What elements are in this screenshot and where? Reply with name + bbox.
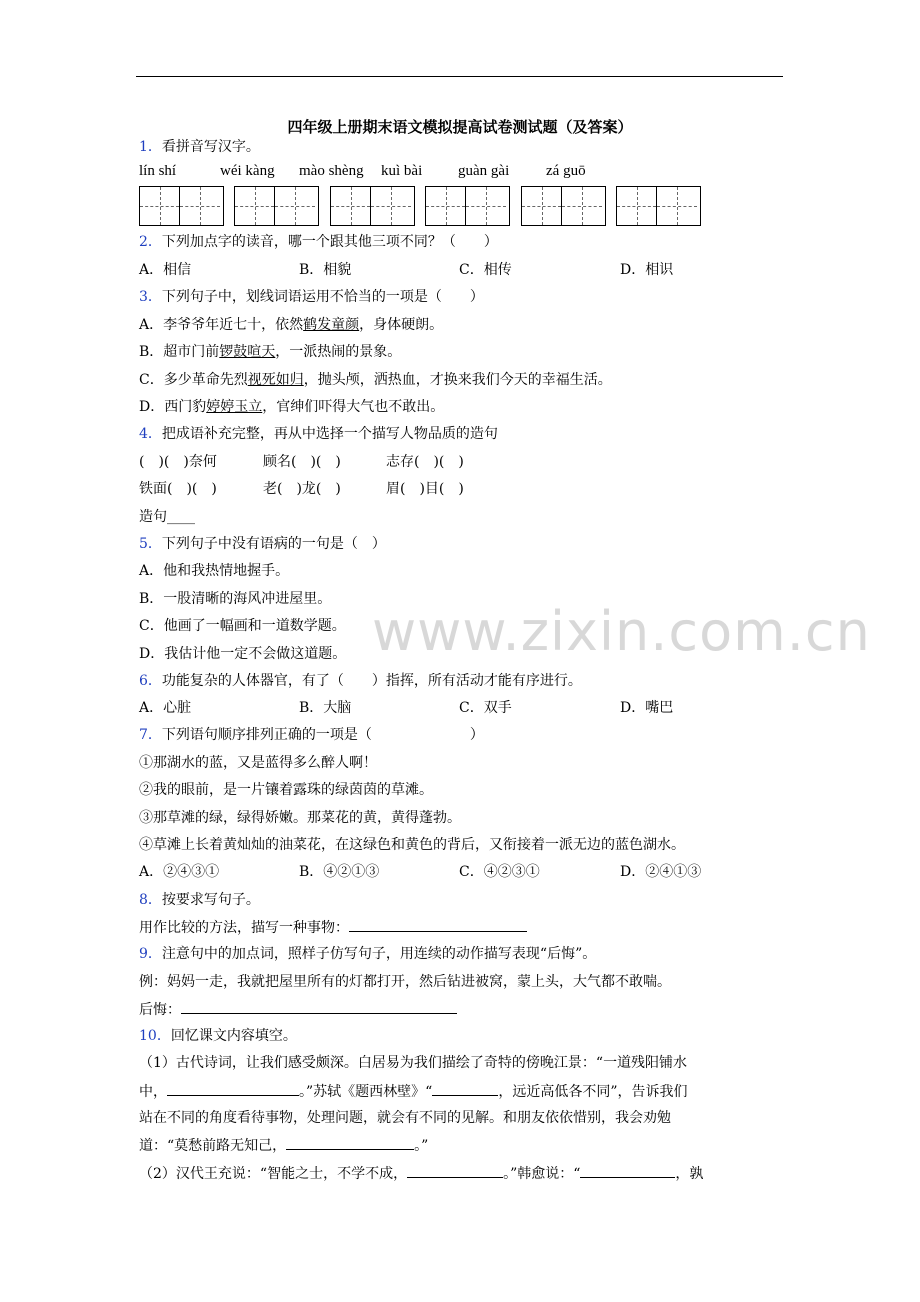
idiom-blank[interactable]: 顾名( )( ) — [263, 454, 341, 470]
question-text: 下列加点字的读音，哪一个跟其他三项不同？（ ） — [161, 234, 498, 250]
option-a[interactable]: A．相信 — [139, 262, 192, 278]
question-4 — [139, 424, 498, 444]
underlined-phrase: 锣鼓喧天 — [219, 344, 276, 360]
question-7 — [139, 725, 484, 745]
question-number: 1． — [139, 139, 162, 155]
question-number: 10． — [139, 1028, 171, 1044]
answer-blank[interactable] — [286, 1135, 414, 1150]
option-b[interactable]: B．④②①③ — [299, 864, 380, 880]
option-c[interactable]: C．相传 — [459, 262, 512, 278]
pinyin-3: mào shèng — [299, 163, 364, 179]
question-text: 下列语句顺序排列正确的一项是（ ） — [161, 727, 484, 743]
header-rule — [136, 76, 783, 77]
fill-paragraph: （2）汉代王充说：“智能之士，不学不成， 。”韩愈说：“ ，孰 — [139, 1163, 703, 1184]
question-1 — [139, 137, 260, 157]
pinyin-1: lín shí — [139, 163, 177, 179]
idiom-blank[interactable]: ( )( )奈何 — [139, 454, 217, 470]
pinyin-6: zá guō — [546, 163, 586, 179]
option-d[interactable]: D．相识 — [620, 262, 674, 278]
pinyin-2: wéi kàng — [220, 163, 275, 179]
question-number: 8． — [139, 892, 162, 908]
sentence-item: ④草滩上长着黄灿灿的油菜花，在这绿色和黄色的背后，又衔接着一派无边的蓝色湖水。 — [139, 837, 685, 853]
watermark: www.zixin.com.cn — [372, 600, 871, 663]
underlined-phrase: 婷婷玉立 — [206, 399, 263, 415]
question-text: 注意句中的加点词，照样子仿写句子，用连续的动作描写表现“后悔”。 — [161, 946, 597, 962]
writing-grid-4[interactable] — [425, 186, 510, 226]
option-c[interactable]: C．多少革命先烈视死如归，抛头颅，洒热血，才换来我们今天的幸福生活。 — [139, 372, 612, 388]
option-a[interactable]: A．他和我热情地握手。 — [139, 563, 290, 579]
question-8 — [139, 890, 260, 910]
option-d[interactable]: D．②④①③ — [620, 864, 702, 880]
sentence-item: ①那湖水的蓝，又是蓝得多么醉人啊！ — [139, 755, 377, 771]
example-sentence: 例：妈妈一走，我就把屋里所有的灯都打开，然后钻进被窝，蒙上头，大气都不敢喘。 — [139, 974, 671, 990]
option-d[interactable]: D．我估计他一定不会做这道题。 — [139, 646, 347, 662]
question-2 — [139, 232, 498, 252]
sentence-item: ③那草滩的绿，绿得娇嫩。那菜花的黄，黄得蓬勃。 — [139, 810, 461, 826]
answer-blank[interactable] — [432, 1081, 498, 1096]
fill-paragraph: 中， 。”苏轼《题西林壁》“ ，远近高低各不同”，告诉我们 — [139, 1081, 688, 1102]
question-text: 功能复杂的人体器官，有了（ ）指挥，所有活动才能有序进行。 — [161, 673, 582, 689]
question-text: 下列句子中没有语病的一句是（ ） — [161, 536, 386, 552]
answer-blank[interactable] — [181, 999, 457, 1014]
question-number: 5． — [139, 536, 162, 552]
underlined-phrase: 鹤发童颜 — [303, 317, 360, 333]
writing-grid-2[interactable] — [234, 186, 319, 226]
writing-grid-1[interactable] — [139, 186, 224, 226]
sentence-blank[interactable]: 造句____ — [139, 509, 195, 525]
answer-line[interactable] — [139, 917, 527, 938]
writing-grid-3[interactable] — [330, 186, 415, 226]
question-number: 9． — [139, 946, 162, 962]
answer-line[interactable] — [139, 999, 457, 1020]
page-title: 四年级上册期末语文模拟提高试卷测试题（及答案） — [287, 118, 633, 136]
fill-paragraph: 道：“莫愁前路无知己， 。” — [139, 1135, 428, 1156]
option-b[interactable]: B．大脑 — [299, 700, 352, 716]
question-5 — [139, 534, 386, 554]
pinyin-5: guàn gài — [458, 163, 510, 179]
underlined-phrase: 视死如归 — [247, 372, 304, 388]
option-b[interactable]: B．一股清晰的海风冲进屋里。 — [139, 591, 332, 607]
question-number: 3． — [139, 289, 162, 305]
writing-grid-6[interactable] — [616, 186, 701, 226]
option-c[interactable]: C．双手 — [459, 700, 512, 716]
option-a[interactable]: A．李爷爷年近七十，依然鹤发童颜，身体硬朗。 — [139, 317, 444, 333]
question-number: 4． — [139, 426, 162, 442]
option-a[interactable]: A．②④③① — [139, 864, 220, 880]
option-b[interactable]: B．相貌 — [299, 262, 352, 278]
answer-blank[interactable] — [407, 1163, 503, 1178]
answer-blank[interactable] — [167, 1081, 299, 1096]
option-a[interactable]: A．心脏 — [139, 700, 192, 716]
prompt-label: 后悔： — [139, 1002, 181, 1018]
option-d[interactable]: D．嘴巴 — [620, 700, 674, 716]
question-10 — [139, 1026, 297, 1046]
idiom-blank[interactable]: 眉( )目( ) — [386, 481, 464, 497]
question-number: 2． — [139, 234, 162, 250]
question-9 — [139, 944, 596, 964]
question-3 — [139, 287, 484, 307]
question-text: 回忆课文内容填空。 — [170, 1028, 297, 1044]
fill-paragraph: （1）古代诗词，让我们感受颇深。白居易为我们描绘了奇特的傍晚江景：“一道残阳铺水 — [139, 1055, 688, 1071]
answer-blank[interactable] — [349, 917, 527, 932]
answer-blank[interactable] — [580, 1163, 675, 1178]
writing-grid-5[interactable] — [521, 186, 606, 226]
question-text: 下列句子中，划线词语运用不恰当的一项是（ ） — [161, 289, 484, 305]
question-text: 看拼音写汉字。 — [161, 139, 260, 155]
fill-paragraph: 站在不同的角度看待事物，处理问题，就会有不同的见解。和朋友依依惜别，我会劝勉 — [139, 1110, 671, 1126]
option-b[interactable]: B．超市门前锣鼓喧天，一派热闹的景象。 — [139, 344, 402, 360]
sentence-item: ②我的眼前，是一片镶着露珠的绿茵茵的草滩。 — [139, 782, 433, 798]
question-6 — [139, 671, 582, 691]
question-number: 7． — [139, 727, 162, 743]
prompt-label: 用作比较的方法，描写一种事物： — [139, 920, 349, 936]
question-number: 6． — [139, 673, 162, 689]
option-c[interactable]: C．他画了一幅画和一道数学题。 — [139, 618, 346, 634]
question-text: 把成语补充完整，再从中选择一个描写人物品质的造句 — [161, 426, 498, 442]
idiom-blank[interactable]: 铁面( )( ) — [139, 481, 217, 497]
question-text: 按要求写句子。 — [161, 892, 260, 908]
option-c[interactable]: C．④②③① — [459, 864, 540, 880]
pinyin-4: kuì bài — [381, 163, 423, 179]
idiom-blank[interactable]: 老( )龙( ) — [263, 481, 341, 497]
option-d[interactable]: D．西门豹婷婷玉立，官绅们吓得大气也不敢出。 — [139, 399, 445, 415]
idiom-blank[interactable]: 志存( )( ) — [386, 454, 464, 470]
